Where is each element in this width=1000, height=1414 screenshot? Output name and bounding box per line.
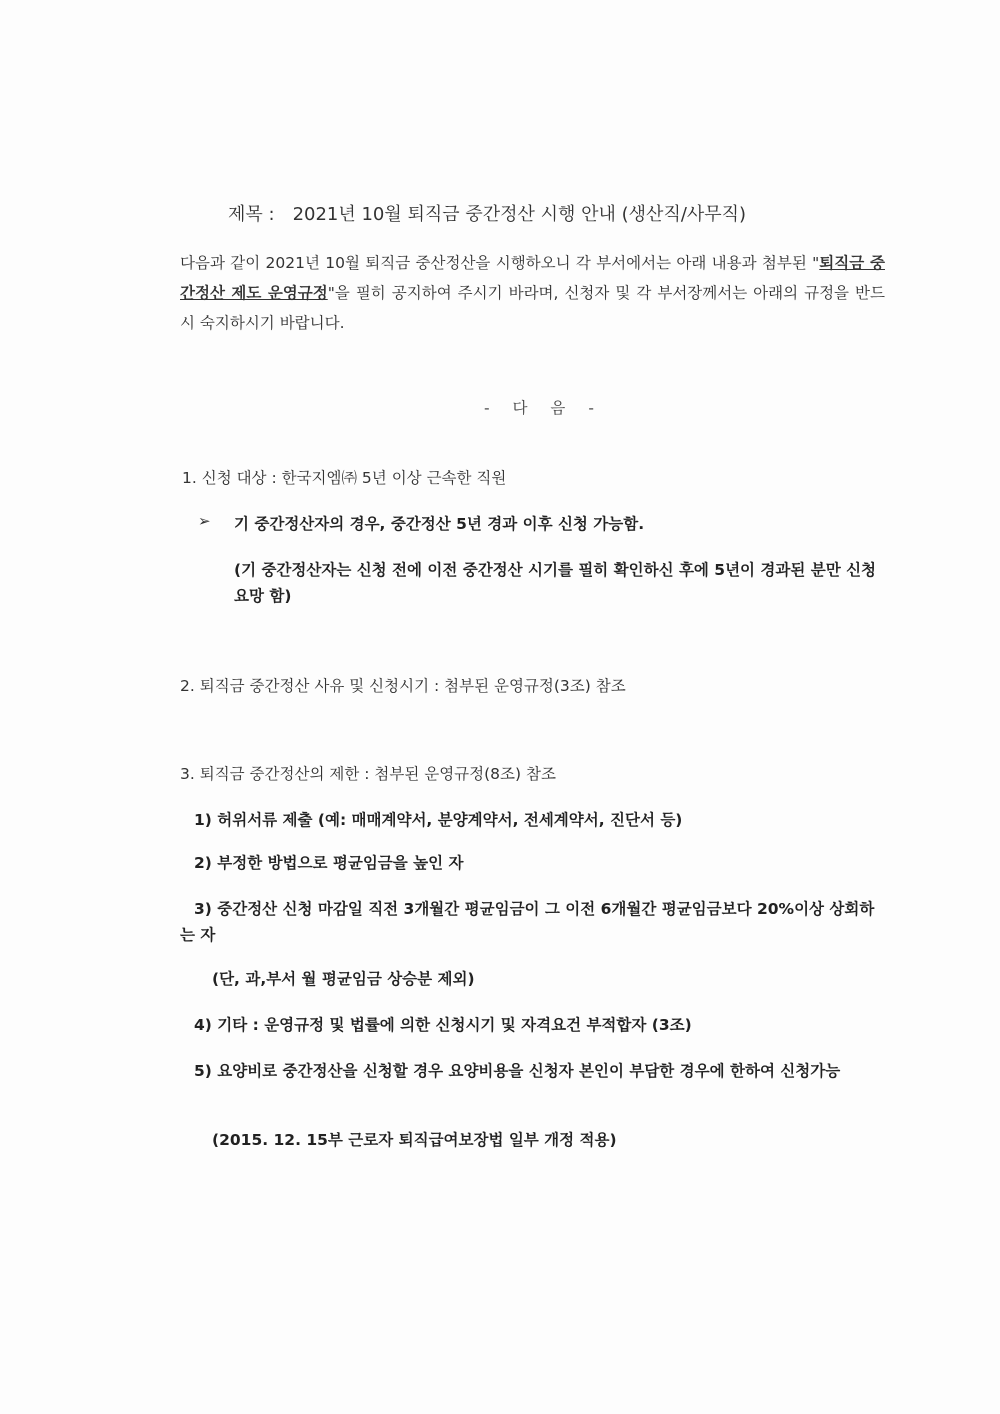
- intro-text-2: "을 필히 공지하여 주시기 바라며, 신청자 및 각 부서장께서는 아래의 규정을 반드시 숙지하시기 바랍니다.: [180, 284, 885, 332]
- title-text: 2021년 10월 퇴직금 중간정산 시행 안내 (생산직/사무직): [292, 204, 747, 225]
- title-label: 제목 :: [228, 204, 275, 225]
- section-3-item-5-note: (2015. 12. 15부 근로자 퇴직급여보장법 일부 개정 적용): [212, 1131, 617, 1149]
- intro-text-1: 다음과 같이 2021년 10월 퇴직금 중산정산을 시행하오니 각 부서에서는 아래 내용과 첨부된 ": [180, 254, 820, 272]
- section-3-item-3: 3) 중간정산 신청 마감일 직전 3개월간 평균임금이 그 이전 6개월간 평균임금보다 20%이상 상회하는 자: [180, 900, 875, 944]
- section-3-item-5: 5) 요양비로 중간정산을 신청할 경우 요양비용을 신청자 본인이 부담한 경우에 한하여 신청가능: [194, 1062, 841, 1080]
- section-1-note: (기 중간정산자는 신청 전에 이전 중간정산 시기를 필히 확인하신 후에 5년이 경과된 분만 신청 요망 함): [234, 561, 877, 605]
- section-3-heading: 3. 퇴직금 중간정산의 제한 : 첨부된 운영규정(8조) 참조: [180, 765, 556, 783]
- daum-heading: - 다 음 -: [484, 399, 594, 417]
- section-1-bullet: 기 중간정산자의 경우, 중간정산 5년 경과 이후 신청 가능함.: [234, 515, 645, 533]
- section-3-item-1: 1) 허위서류 제출 (예: 매매계약서, 분양계약서, 전세계약서, 진단서 등): [194, 811, 683, 829]
- section-3-item-3-note: (단, 과,부서 월 평균임금 상승분 제외): [212, 970, 475, 988]
- document-title: [228, 200, 746, 226]
- intro-paragraph: [180, 248, 885, 338]
- section-3-item-4: 4) 기타 : 운영규정 및 법률에 의한 신청시기 및 자격요건 부적합자 (3조): [194, 1016, 692, 1034]
- intro-regulation-name: 퇴직금 중간정산 제도 운영규정: [180, 254, 885, 302]
- section-1-heading: 1. 신청 대상 : 한국지엠㈜ 5년 이상 근속한 직원: [182, 469, 507, 487]
- section-3-item-2: 2) 부정한 방법으로 평균임금을 높인 자: [194, 854, 464, 872]
- section-2-heading: 2. 퇴직금 중간정산 사유 및 신청시기 : 첨부된 운영규정(3조) 참조: [180, 677, 626, 695]
- arrow-bullet-icon: ➢: [198, 512, 211, 530]
